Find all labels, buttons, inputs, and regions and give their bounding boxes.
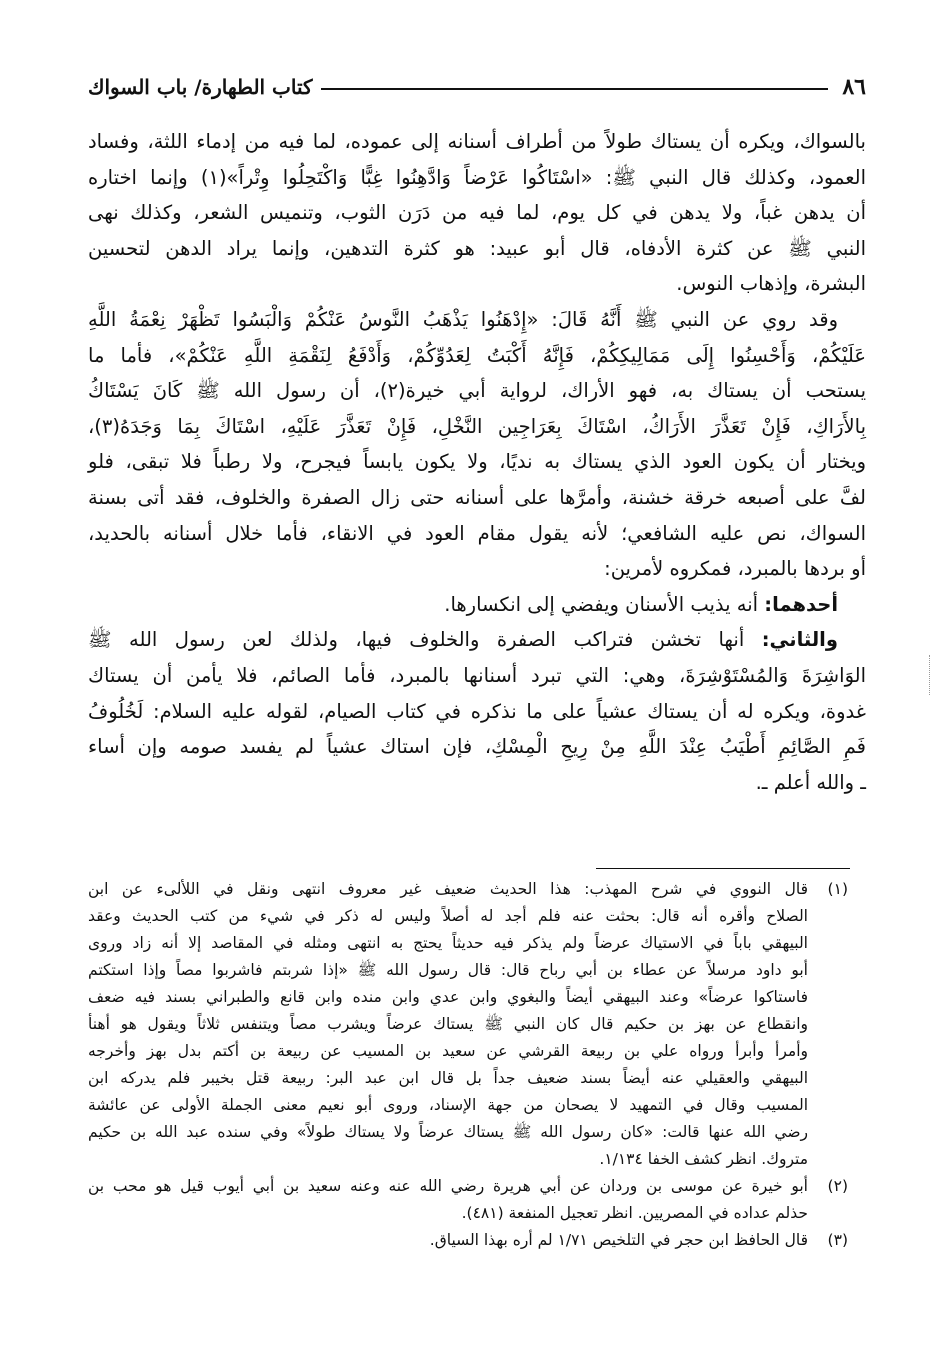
line-text: ـ والله أعلم ـ. — [755, 770, 866, 794]
text-line — [88, 516, 866, 552]
text-line — [88, 266, 866, 302]
footnote-line: قال الحافظ ابن حجر في التلخيص ١/٧١ لم أره بهذا السياق. — [429, 1231, 808, 1249]
footnote-line: البيهقي والعقيلي عنه أيضاً بسند ضعيف جداً بل قال ابن عبد البر: ربيعة قتل بخيبر فلم يدركه ابن — [88, 1069, 808, 1087]
line-text: وقد روي عن النبي ﷺ أَنَّهُ قَالَ: «إِدْهَنُوا يَذْهَبُ النَّوسُ عَنْكُمْ وَالْبَسُوا تَظْهَرْ نِعْمَةُ اللَّهِ — [88, 307, 838, 331]
text-line — [88, 338, 866, 374]
line-text: البشرة، وإذهاب النوس. — [676, 272, 866, 296]
line-text: الوَاشِرَةَ وَالمُسْتَوْشِرَةَ، وهي: التي تبرد أسنانها بالمبرد، فأما الصائم، فلا يأمن أن يستاك — [88, 663, 866, 687]
text-line — [88, 160, 866, 196]
text-line — [88, 480, 866, 516]
footnote-line: البيهقي باباً في الاستياك عرضاً ولم يذكر فيه حديثاً يحتج به انتهى ومثله في المقاصد إلا أنه زاد وروى — [88, 934, 808, 952]
text-line — [88, 694, 866, 730]
text-line — [88, 373, 866, 409]
line-text: غدوة، ويكره له أن يستاك عشياً على ما نذكره في كتاب الصيام، لقوله عليه السلام: لَخُلُوفُ — [88, 699, 866, 723]
line-text: عَلَيْكُمْ، وَأَحْسِنُوا إِلَى مَمَالِيكِكُمْ، فَإِنَّهُ أَكْبَتُ لِعَدُوِّكُمْ، وَأَدْفَعُ لِنَقْمَةِ اللَّهِ عَنْكُمْ»، فأما ما — [88, 343, 866, 367]
line-text: العمود، وكذلك قال النبي ﷺ: «اسْتَاكُوا عَرْضاً وَادَّهِنُوا غِبًّا وَاكْتَحِلُوا وِتْراً»(١) وإنما اختاره — [88, 165, 866, 189]
chapter-title: كتاب الطهارة/ باب السواك — [88, 75, 313, 99]
line-text: أنها تخشن فتراكب الصفرة والخلوف فيها، ولذلك لعن رسول الله ﷺ — [88, 628, 762, 652]
footnote-line: رضي الله عنها قالت: «كان رسول الله ﷺ يستاك عرضاً ولا يستاك طولاً» وفي سنده عبد الله بن حكيم — [88, 1123, 808, 1141]
text-line — [88, 124, 866, 160]
footnote-line: أبو خيرة عن موسى بن وردان عن أبي هريرة رضي الله عنه وعنه سعيد بن أبي أيوب قيل هو محب بن — [88, 1177, 808, 1195]
point-label: والثاني: — [761, 628, 838, 652]
page-number: ٨٦ — [842, 74, 866, 100]
text-line — [88, 622, 866, 658]
text-line — [88, 302, 866, 338]
footnote-number: (٢) — [827, 1177, 848, 1195]
footnote-line: متروك. انظر كشف الخفا ١/١٣٤. — [599, 1150, 808, 1168]
footnote — [88, 876, 848, 1173]
line-text: أو بردها بالمبرد، فمكروه لأمرين: — [604, 557, 866, 581]
footnote-separator — [596, 868, 850, 869]
footnote-line: المسيب وقال في التمهيد لا يصحان من جهة الإسناد، وروى أبو نعيم معنى الجملة الأولى عن عائشة — [88, 1096, 808, 1114]
text-line — [88, 765, 866, 801]
footnote-number: (١) — [827, 880, 848, 898]
line-text: أنه يذيب الأسنان ويفضي إلى انكسارها. — [444, 592, 765, 616]
text-line — [88, 729, 866, 765]
footnote-line: حذلم عداده في المصريين. انظر تعجيل المنفعة (٤٨١). — [461, 1204, 808, 1222]
footnotes — [88, 876, 848, 1254]
main-text — [88, 124, 866, 800]
point-label: أحدهما: — [764, 592, 838, 616]
line-text: السواك، نص عليه الشافعي؛ لأنه يقول مقام العود في الانقاء، فأما خلال أسنانه بالحديد، — [88, 521, 866, 545]
footnote-line: أبو داود مرسلاً عن عطاء بن أبي رباح قال: قال رسول الله ﷺ «إذا شربتم فاشربوا مصاً وإذا استكتم — [88, 961, 808, 979]
footnote-line: فاستاكوا عرضاً» وعند البيهقي أيضاً والبغوي وابن عدي وابن منده وابن قانع والطبراني بسند فيه ضعف — [88, 988, 808, 1006]
footnote-number: (٣) — [827, 1231, 848, 1249]
text-line — [88, 551, 866, 587]
line-text: أن يدهن غباً، ولا يدهن في كل يوم، لما فيه من دَرَن الثوب، وتنميس الشعر، وكذلك نهى — [88, 201, 866, 225]
line-text: بالسواك، ويكره أن يستاك طولاً من أطراف أسنانه إلى عموده، لما فيه من إدماء اللثة، وفساد — [88, 130, 866, 153]
footnote-line: وأمرأ وأبرأ ورواه علي بن ربيعة القرشي عن سعيد بن المسيب عن ربيعة بن أكتم بدل بهز وأخرجه — [88, 1042, 808, 1060]
footnote — [88, 1227, 848, 1254]
line-text: فَمِ الصَّائِمِ أَطْيَبُ عِنْدَ اللَّهِ مِنْ رِيحِ الْمِسْكِ، فإن استاك عشياً لم يفسد صومه وإن أساء — [88, 735, 866, 759]
text-line — [88, 231, 866, 267]
footnote-line: وانقطاع عن بهز بن حكيم قال كان النبي ﷺ يستاك عرضاً ويشرب مصاً ويتنفس ثلاثاً ويقول هو أهنأ — [88, 1015, 808, 1033]
line-text: يستحب أن يستاك به، فهو الأراك، لرواية أبي خيرة(٢)، أن رسول الله ﷺ كَانَ يَسْتَاكُ — [88, 379, 867, 403]
text-line — [88, 658, 866, 694]
footnote — [88, 1173, 848, 1227]
footnote-line: قال النووي في شرح المهذب: هذا الحديث ضعيف غير معروف انتهى ونقل في اللألىء عن ابن — [88, 880, 808, 898]
text-line — [88, 195, 866, 231]
text-line — [88, 409, 866, 445]
line-text: لفَّ على أصبعه خرقة خشنة، وأمرَّها على أسنانه حتى زال الصفرة والخلوف، فقد أتى بسنة — [88, 485, 866, 509]
line-text: النبي ﷺ عن كثرة الأدفاه، قال أبو عبيد: هو كثرة التدهين، وإنما يراد الدهن لتحسين — [88, 236, 866, 260]
line-text: بِالأَرَاكِ، فَإِنْ تَعَذَّرَ الأَرَاكُ، اسْتَاكَ بِعَرَاجِين النَّخْلِ، فَإِنْ تَعَذَّرَ عَلَيْهِ، اسْتَاكَ بِمَا وَجَدَهُ(٣)، — [88, 414, 866, 438]
running-header — [88, 72, 866, 102]
text-line — [88, 444, 866, 480]
scan-margin-mark — [929, 655, 931, 695]
line-text: ويختار أن يكون العود الذي يستاك به نديًا، ولا يكون يابساً فيجرح، ولا رطباً فلا تبقى، فلو — [88, 450, 866, 474]
footnote-line: الصلاح وأقره أنه قال: بحثت عنه فلم أجد له أصلاً وليس له ذكر في شيء من كتب الحديث وعقد — [88, 907, 808, 925]
text-line — [88, 587, 866, 623]
header-rule — [321, 88, 829, 90]
